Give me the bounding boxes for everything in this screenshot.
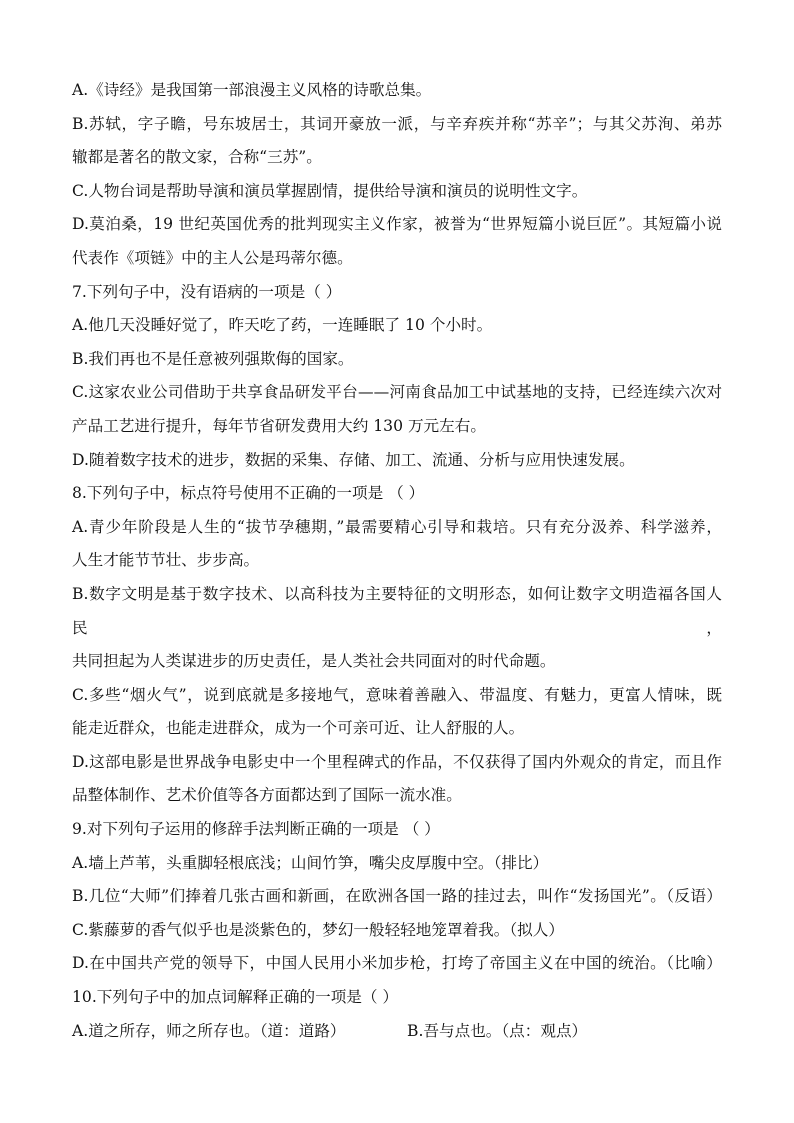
option-9d: D.在中国共产党的领导下，中国人民用小米加步枪，打垮了帝国主义在中国的统治。（比喻）	[72, 954, 722, 973]
option-8a-line2: 人生才能节节壮、步步高。	[72, 551, 260, 570]
option-10a: A.道之所存，师之所存也。（道：道路）	[72, 1021, 346, 1040]
option-6a: A.《诗经》是我国第一部浪漫主义风格的诗歌总集。	[72, 81, 432, 99]
option-8c-line1: C.多些“烟火气”，说到底就是多接地气，意味着善融入、带温度、有魅力，更富人情味，既	[72, 685, 722, 704]
option-10b: B.吾与点也。（点：观点）	[407, 1021, 588, 1040]
option-9c: C.紫藤萝的香气似乎也是淡紫色的，梦幻一般轻轻地笼罩着我。（拟人）	[72, 920, 564, 939]
question-7: 7.下列句子中，没有语病的一项是（ ）	[72, 282, 342, 301]
option-6c: C.人物台词是帮助导演和演员掌握剧情，提供给导演和演员的说明性文字。	[72, 181, 588, 200]
option-8b-line1: B.数字文明是基于数字技术、以高科技为主要特征的文明形态，如何让数字文明造福各国人民，	[72, 584, 722, 637]
option-6d-line1: D.莫泊桑，19 世纪英国优秀的批判现实主义作家，被誉为“世界短篇小说巨匠”。其短篇小说	[72, 215, 722, 234]
option-8d-line2: 品整体制作、艺术价值等各方面都达到了国际一流水准。	[72, 786, 462, 805]
option-8d-line1: D.这部电影是世界战争电影史中一个里程碑式的作品，不仅获得了国内外观众的肯定，而且作	[72, 752, 722, 771]
option-7a: A.他几天没睡好觉了，昨天吃了药，一连睡眠了 10 个小时。	[72, 316, 493, 335]
option-8b-line2: 共同担起为人类谋进步的历史责任，是人类社会共同面对的时代命题。	[72, 652, 556, 671]
option-7b: B.我们再也不是任意被列强欺侮的国家。	[72, 349, 354, 368]
options-10-row	[72, 1015, 722, 1049]
option-7d: D.随着数字技术的进步，数据的采集、存储、加工、流通、分析与应用快速发展。	[72, 450, 635, 469]
option-6b-line1: B.苏轼，字子瞻，号东坡居士，其词开豪放一派，与辛弃疾并称“苏辛”；与其父苏洵、弟苏	[72, 114, 722, 133]
option-6b-line2: 辙都是著名的散文家，合称“三苏”。	[72, 148, 322, 167]
option-9a: A.墙上芦苇，头重脚轻根底浅；山间竹笋，嘴尖皮厚腹中空。（排比）	[72, 853, 549, 872]
question-9: 9.对下列句子运用的修辞手法判断正确的一项是 （ ）	[72, 820, 440, 839]
question-8: 8.下列句子中，标点符号使用不正确的一项是 （ ）	[72, 484, 425, 503]
option-8a-line1: A.青少年阶段是人生的“拔节孕穗期，”最需要精心引导和栽培。只有充分汲养、科学滋养，	[72, 517, 722, 536]
option-6d-line2: 代表作《项链》中的主人公是玛蒂尔德。	[72, 248, 353, 267]
option-7c-line1: C.这家农业公司借助于共享食品研发平台——河南食品加工中试基地的支持，已经连续六次对	[72, 383, 722, 402]
option-9b: B.几位“大师”们捧着几张古画和新画，在欧洲各国一路的挂过去，叫作“发扬国光”。（反语）	[72, 887, 722, 906]
question-10: 10.下列句子中的加点词解释正确的一项是（ ）	[72, 988, 399, 1007]
option-7c-line2: 产品工艺进行提升，每年节省研发费用大约 130 万元左右。	[72, 416, 486, 435]
option-8c-line2: 能走近群众，也能走进群众，成为一个可亲可近、让人舒服的人。	[72, 719, 525, 738]
